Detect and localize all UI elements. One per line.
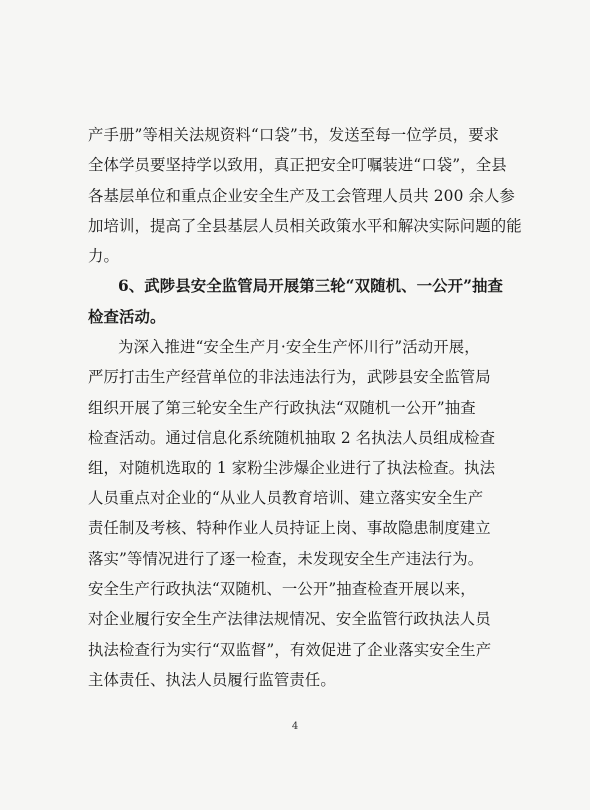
paragraph-2-line-4: 检查活动。通过信息化系统随机抽取 2 名执法人员组成检查 bbox=[88, 429, 496, 447]
paragraph-1-line-3: 各基层单位和重点企业安全生产及工会管理人员共 200 余人参 bbox=[88, 187, 515, 205]
page-number: 4 bbox=[291, 721, 299, 732]
paragraph-2-line-1: 为深入推进“安全生产月·安全生产怀川行”活动开展， bbox=[118, 338, 480, 356]
section-6-heading-line-2: 检查活动。 bbox=[88, 308, 166, 326]
paragraph-2-line-3: 组织开展了第三轮安全生产行政执法“双随机一公开”抽查 bbox=[88, 399, 476, 417]
paragraph-2-line-11: 执法检查行为实行“双监督”，有效促进了企业落实安全生产 bbox=[88, 641, 492, 659]
paragraph-2-line-12: 主体责任、执法人员履行监管责任。 bbox=[88, 671, 336, 689]
paragraph-1-line-2: 全体学员要坚持学以致用，真正把安全叮嘱装进“口袋”，全县 bbox=[88, 156, 507, 174]
paragraph-1-line-4: 加培训，提高了全县基层人员相关政策水平和解决实际问题的能 bbox=[88, 217, 522, 235]
paragraph-2-line-10: 对企业履行安全生产法律法规情况、安全监管行政执法人员 bbox=[88, 610, 491, 628]
paragraph-2-line-6: 人员重点对企业的“从业人员教育培训、建立落实安全生产 bbox=[88, 489, 484, 507]
paragraph-1-line-1: 产手册”等相关法规资料“口袋”书，发送至每一位学员，要求 bbox=[88, 126, 500, 144]
section-6-heading-line-1: 6、武陟县安全监管局开展第三轮“双随机、一公开”抽查 bbox=[118, 277, 503, 295]
paragraph-2-line-5: 组，对随机选取的 1 家粉尘涉爆企业进行了执法检查。执法 bbox=[88, 459, 496, 477]
paragraph-2-line-9: 安全生产行政执法“双随机、一公开”抽查检查开展以来， bbox=[88, 580, 476, 598]
paragraph-2-line-7: 责任制及考核、特种作业人员持证上岗、事故隐患制度建立 bbox=[88, 519, 491, 537]
paragraph-2-line-2: 严厉打击生产经营单位的非法违法行为，武陟县安全监管局 bbox=[88, 368, 491, 386]
paragraph-1-line-5: 力。 bbox=[88, 247, 119, 265]
paragraph-2-line-8: 落实”等情况进行了逐一检查，未发现安全生产违法行为。 bbox=[88, 550, 484, 568]
